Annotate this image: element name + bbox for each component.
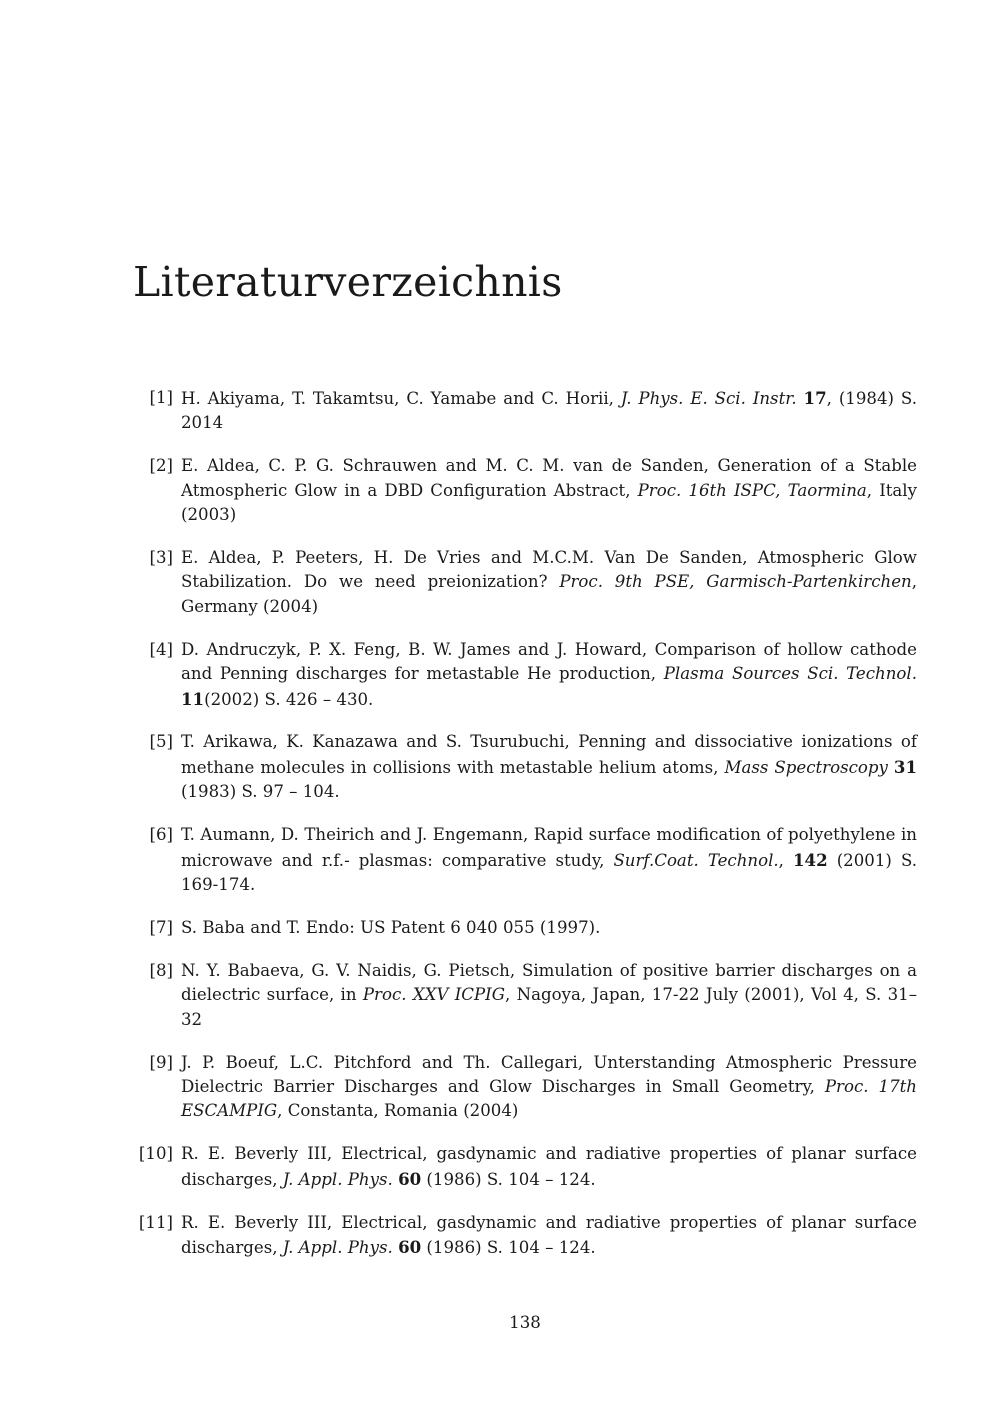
reference-number: [3] (149, 548, 173, 568)
reference-volume: 60 (398, 1168, 422, 1189)
reference-entry (133, 1211, 917, 1261)
reference-source: Proc. 16th ISPC, Taormina (637, 480, 867, 500)
page-number: 138 (509, 1313, 541, 1332)
chapter-title: Literaturverzeichnis (133, 258, 563, 306)
reference-number: [1] (149, 388, 173, 407)
reference-number: [2] (149, 456, 173, 476)
reference-fragment: , Italy (2003) (181, 480, 917, 525)
reference-number: [9] (149, 1052, 173, 1072)
reference-entry (133, 1142, 917, 1192)
reference-fragment: R. E. Beverly III, Electrical, gasdynamic and radiative properties of planar surface discharges, (181, 1212, 917, 1257)
reference-text (173, 1051, 917, 1124)
reference-entry (133, 454, 917, 527)
reference-fragment: , (778, 850, 794, 870)
reference-entry (133, 959, 917, 1032)
reference-fragment: , (1984) S. 2014 (181, 389, 917, 433)
reference-source: Proc. XXV ICPIG (362, 985, 505, 1005)
reference-fragment: E. Aldea, C. P. G. Schrauwen and M. C. M. van de Sanden, Generation of a Stable Atmospheric Glow in a DBD Configuration Abstract, (181, 456, 917, 500)
reference-fragment: H. Akiyama, T. Takamtsu, C. Yamabe and C. Horii, (181, 389, 621, 408)
reference-text (173, 730, 917, 804)
reference-list (133, 386, 917, 1279)
reference-text (173, 1142, 917, 1192)
reference-fragment: T. Arikawa, K. Kanazawa and S. Tsurubuchi, Penning and dissociative ionizations of methane molecules in collisions with metastable helium atoms, (181, 732, 917, 777)
reference-source: Proc. 17th ESCAMPIG (181, 1076, 917, 1121)
reference-entry (133, 823, 917, 897)
reference-fragment: (1986) S. 104 – 124. (421, 1169, 596, 1189)
reference-fragment: N. Y. Babaeva, G. V. Naidis, G. Pietsch, Simulation of positive barrier discharges on a dielectric surface, in (181, 960, 917, 1005)
reference-entry (133, 638, 917, 712)
reference-number: [11] (138, 1212, 173, 1232)
reference-volume: 31 (893, 756, 917, 777)
reference-text (173, 823, 917, 897)
reference-text (173, 638, 917, 712)
reference-number: [6] (149, 825, 173, 845)
reference-source: J. Appl. Phys. (282, 1169, 393, 1189)
reference-fragment: D. Andruczyk, P. X. Feng, B. W. James and J. Howard, Comparison of hollow cathode and Penning discharges for metastable He production, (181, 639, 917, 684)
reference-number: [7] (149, 917, 173, 937)
reference-text (173, 454, 917, 527)
reference-entry (133, 916, 917, 940)
reference-fragment: R. E. Beverly III, Electrical, gasdynamic and radiative properties of planar surface discharges, (181, 1144, 917, 1189)
reference-volume: 142 (793, 849, 828, 870)
reference-fragment: (1986) S. 104 – 124. (421, 1237, 596, 1257)
reference-entry (133, 386, 917, 436)
reference-fragment: (2002) S. 426 – 430. (204, 689, 374, 709)
reference-entry (133, 1051, 917, 1124)
reference-source: J. Appl. Phys. (282, 1237, 393, 1257)
reference-source: J. Phys. E. Sci. Instr. (620, 389, 797, 408)
reference-fragment: , Germany (2004) (181, 572, 917, 616)
reference-source: Plasma Sources Sci. Technol. (663, 664, 917, 684)
reference-source: Proc. 9th PSE, Garmisch-Partenkirchen (559, 572, 912, 592)
reference-fragment: (2001) S. 169-174. (181, 850, 917, 894)
reference-fragment: , Constanta, Romania (2004) (277, 1101, 519, 1121)
reference-text (173, 959, 917, 1032)
reference-text (173, 916, 917, 940)
reference-fragment: (1983) S. 97 – 104. (181, 782, 340, 802)
reference-text (173, 546, 917, 619)
reference-text (173, 386, 917, 436)
reference-source: Mass Spectroscopy (724, 757, 888, 777)
reference-number: [8] (149, 960, 173, 980)
reference-source: Surf.Coat. Technol. (613, 850, 779, 870)
reference-fragment: T. Aumann, D. Theirich and J. Engemann, Rapid surface modification of polyethylene in microwave and r.f.- plasmas: comparative study, (181, 825, 917, 870)
reference-volume: 60 (398, 1236, 422, 1257)
reference-fragment: , Nagoya, Japan, 17-22 July (2001), Vol 4, S. 31–32 (181, 985, 918, 1029)
reference-volume: 17 (803, 388, 827, 408)
reference-fragment: E. Aldea, P. Peeters, H. De Vries and M.C.M. Van De Sanden, Atmospheric Glow Stabilization. Do we need preionization? (181, 548, 917, 592)
reference-number: [10] (138, 1144, 173, 1164)
reference-text (173, 1211, 917, 1261)
reference-number: [5] (149, 732, 173, 752)
reference-entry (133, 730, 917, 804)
reference-volume: 11 (181, 688, 205, 709)
reference-fragment (797, 389, 804, 408)
reference-entry (133, 546, 917, 619)
reference-fragment: J. P. Boeuf, L.C. Pitchford and Th. Callegari, Unterstanding Atmospheric Pressure Dielectric Barrier Discharges and Glow Discharges in Small Geometry, (181, 1052, 917, 1096)
reference-fragment: S. Baba and T. Endo: US Patent 6 040 055 (1997). (181, 917, 601, 937)
reference-number: [4] (149, 639, 173, 659)
